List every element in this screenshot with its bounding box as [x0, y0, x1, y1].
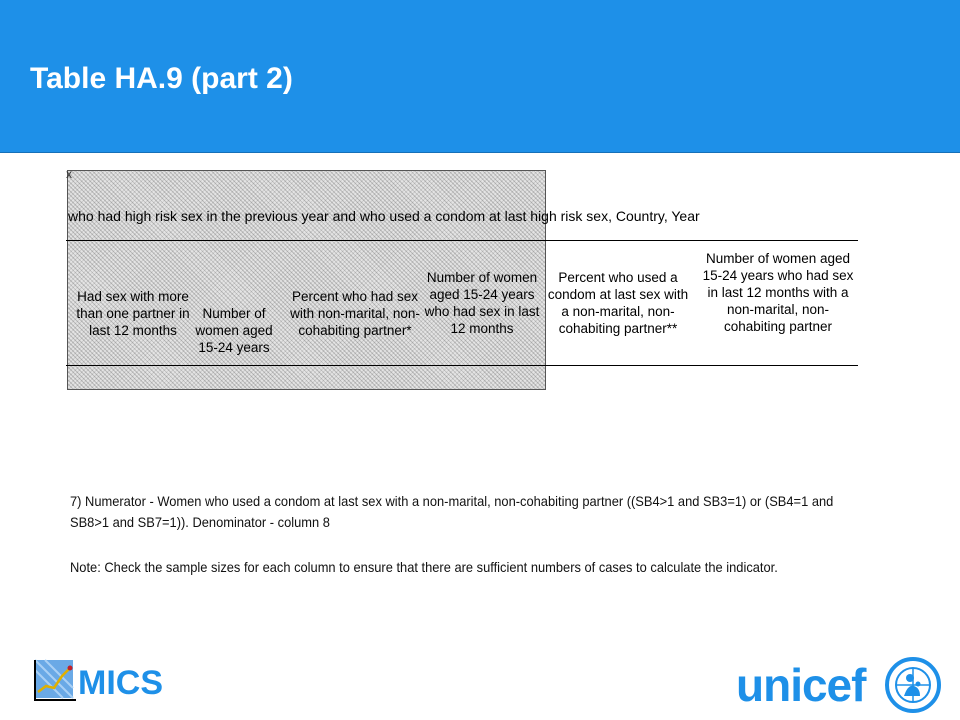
col-header-1: Had sex with more than one partner in last 12 months: [76, 289, 190, 338]
page-title: Table HA.9 (part 2): [30, 62, 293, 95]
mics-logo: [32, 658, 182, 708]
unicef-text: unicef: [736, 659, 866, 711]
mics-text: MICS: [78, 664, 163, 702]
col-header-2: Number of women aged 15-24 years: [195, 306, 273, 355]
table-bottom-rule: [66, 365, 858, 366]
corner-mark: x: [66, 167, 72, 181]
unicef-logo: [736, 654, 946, 714]
footnote-note: Note: Check the sample sizes for each column to ensure that there are sufficient numbers of cases to calculate the indicator.: [70, 559, 778, 575]
footnote-numerator: 7) Numerator - Women who used a condom at last sex with a non-marital, non-cohabiting partner ((SB4>1 and SB3=1) or (SB4=1 and SB8>1 and SB7=1)). Denominator - column 8: [70, 493, 834, 530]
title-banner: [0, 0, 960, 153]
col-header-3: Percent who had sex with non-marital, non-cohabiting partner*: [290, 289, 420, 338]
col-header-4: Number of women aged 15-24 years who had sex in last 12 months: [424, 270, 540, 336]
table-subtitle: who had high risk sex in the previous year and who used a condom at last high risk sex, Country, Year: [68, 208, 700, 224]
mics-chart-icon: [32, 658, 78, 704]
table-top-rule: [66, 240, 858, 241]
unicef-emblem-icon: [884, 656, 942, 714]
col-header-5: Percent who used a condom at last sex with a non-marital, non-cohabiting partner**: [547, 270, 689, 336]
col-header-6: Number of women aged 15-24 years who had sex in last 12 months with a non-marital, non-cohabiting partner: [702, 251, 854, 334]
